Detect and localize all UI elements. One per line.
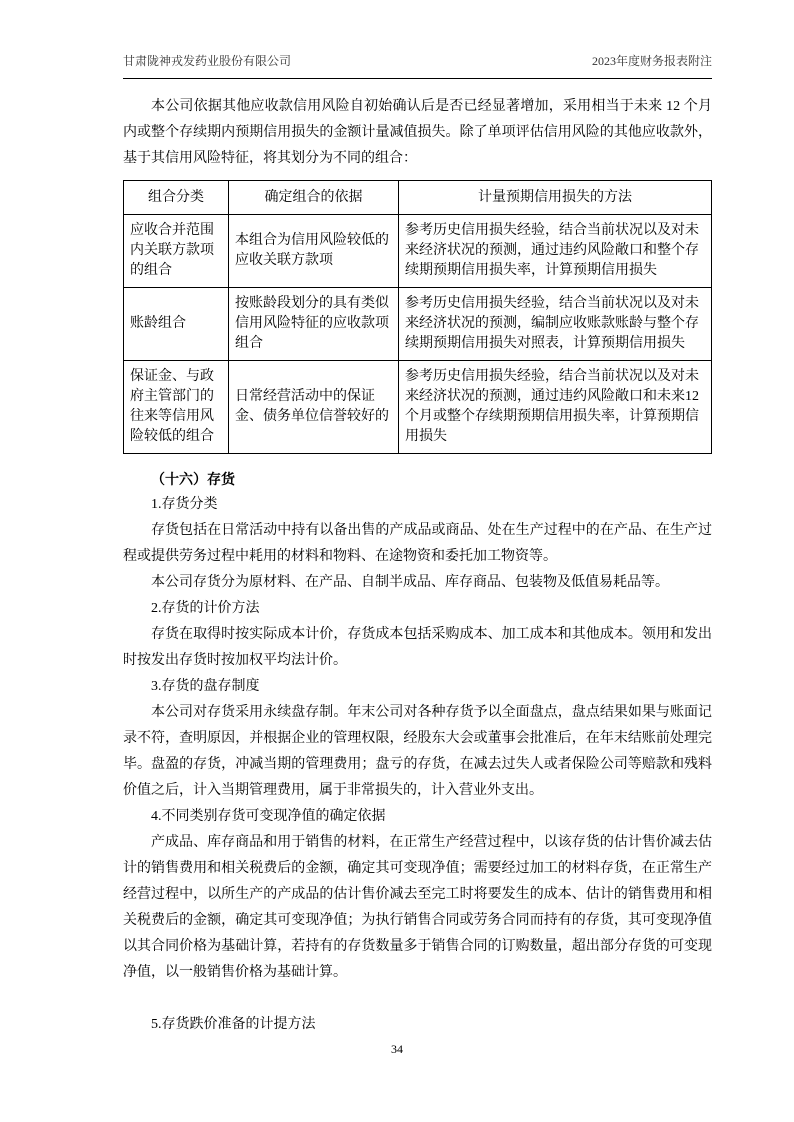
section-heading-inventory: （十六）存货 (151, 471, 235, 487)
page-footer (0, 1042, 794, 1057)
item-heading-2: 2.存货的计价方法 (151, 601, 260, 616)
credit-loss-table (123, 180, 712, 454)
table-cell-loss-method: 参考历史信用损失经验，结合当前状况以及对未来经济状况的预测，编制应收账款账龄与整个存续期预期信用损失对照表，计算预期信用损失 (399, 288, 712, 361)
page-number: 34 (391, 1042, 403, 1056)
table-row (124, 361, 712, 454)
table-row (124, 215, 712, 288)
table-cell-loss-method: 参考历史信用损失经验，结合当前状况以及对未来经济状况的预测，通过违约风险敞口和未来12个月或整个存续期预期信用损失率，计算预期信用损失 (399, 361, 712, 454)
table-header-group-basis: 确定组合的依据 (229, 181, 399, 215)
table-row (124, 288, 712, 361)
table-cell-group-type: 保证金、与政府主管部门的往来等信用风险较低的组合 (124, 361, 229, 454)
page-content (123, 94, 712, 1038)
item-heading-1: 1.存货分类 (151, 497, 218, 512)
table-header-group-type: 组合分类 (124, 181, 229, 215)
table-header-loss-method: 计量预期信用损失的方法 (399, 181, 712, 215)
header-company-name: 甘肃陇神戎发药业股份有限公司 (123, 54, 292, 68)
table-cell-group-basis: 本组合为信用风险较低的应收关联方款项 (229, 215, 399, 288)
table-cell-group-basis: 按账龄段划分的具有类似信用风险特征的应收款项组合 (229, 288, 399, 361)
body-paragraph: 产成品、库存商品和用于销售的材料，在正常生产经营过程中，以该存货的估计售价减去估计的销售费用和相关税费后的金额，确定其可变现净值；需要经过加工的材料存货，在正常生产经营过程中，以所生产的产成品的估计售价减去至完工时将要发生的成本、估计的销售费用和相关税费后的金额，确定其可变现净值；为执行销售合同或劳务合同而持有的存货，其可变现净值以其合同价格为基础计算，若持有的存货数量多于销售合同的订购数量，超出部分存货的可变现净值，以一般销售价格为基础计算。 (123, 835, 712, 980)
item-heading-5: 5.存货跌价准备的计提方法 (151, 1017, 316, 1032)
intro-paragraph: 本公司依据其他应收款信用风险自初始确认后是否已经显著增加，采用相当于未来 12 个月内或整个存续期内预期信用损失的金额计量减值损失。除了单项评估信用风险的其他应收款外，基于其信用风险特征，将其划分为不同的组合： (123, 99, 712, 166)
body-paragraph: 存货包括在日常活动中持有以备出售的产成品或商品、处在生产过程中的在产品、在生产过程或提供劳务过程中耗用的材料和物料、在途物资和委托加工物资等。 (123, 523, 712, 564)
table-header-row (124, 181, 712, 215)
table-cell-group-basis: 日常经营活动中的保证金、债务单位信誉较好的 (229, 361, 399, 454)
table-cell-group-type: 账龄组合 (124, 288, 229, 361)
body-paragraph: 本公司存货分为原材料、在产品、自制半成品、库存商品、包装物及低值易耗品等。 (151, 575, 669, 590)
header-doc-title: 2023年度财务报表附注 (591, 54, 712, 68)
item-heading-4: 4.不同类别存货可变现净值的确定依据 (151, 809, 386, 824)
body-paragraph: 存货在取得时按实际成本计价，存货成本包括采购成本、加工成本和其他成本。领用和发出时按发出存货时按加权平均法计价。 (123, 627, 712, 668)
table-cell-loss-method: 参考历史信用损失经验，结合当前状况以及对未来经济状况的预测，通过违约风险敞口和整个存续期预期信用损失率，计算预期信用损失 (399, 215, 712, 288)
body-paragraph: 本公司对存货采用永续盘存制。年末公司对各种存货予以全面盘点，盘点结果如果与账面记录不符，查明原因，并根据企业的管理权限，经股东大会或董事会批准后，在年末结账前处理完毕。盘盈的存货，冲减当期的管理费用；盘亏的存货，在减去过失人或者保险公司等赔款和残料价值之后，计入当期管理费用，属于非常损失的，计入营业外支出。 (123, 705, 712, 798)
item-heading-3: 3.存货的盘存制度 (151, 679, 260, 694)
page-header (123, 52, 712, 79)
table-cell-group-type: 应收合并范围内关联方款项的组合 (124, 215, 229, 288)
